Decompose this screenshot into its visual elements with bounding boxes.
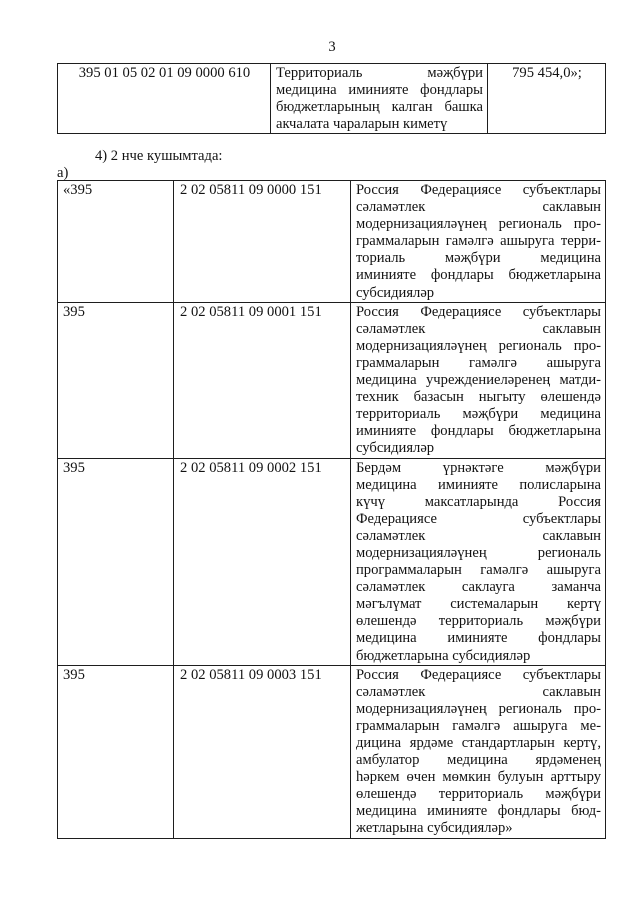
text-line: сәламәтлек саклавын	[356, 527, 601, 544]
text-line: ториаль мәҗбүри медицина	[356, 250, 601, 267]
text-line: медицина иминияте полисларына	[356, 476, 601, 493]
table-row	[58, 458, 606, 665]
text-line: амбулатор медицина ярдәменең	[356, 752, 601, 769]
revenue-name-cell	[351, 181, 606, 303]
text-line: өлешендә территориаль мәҗбүри	[356, 786, 601, 803]
amount-value: 795 454,0»;	[512, 65, 582, 81]
text-line: бюджетларының калган башка	[276, 99, 483, 116]
text-line: Россия Федерациясе субъектлары	[356, 303, 601, 320]
text-line: акчалата чараларын киметү	[276, 116, 448, 133]
text-line: өлешендә территориаль мәҗбүри	[356, 613, 601, 630]
text-line: Россия Федерациясе субъектлары	[356, 666, 601, 683]
text-line: программаларын гамәлгә ашыруга	[356, 562, 601, 579]
administrator-code: 395	[63, 666, 85, 683]
budget-code-cell	[58, 64, 271, 134]
table-row	[58, 665, 606, 838]
text-line: жетларына субсидияләр»	[356, 820, 513, 837]
text-line: техник базасын ныгыту өлешендә	[356, 389, 601, 406]
text-line: медицина учреждениеләренең матди-	[356, 372, 601, 389]
table-body	[58, 181, 606, 839]
text-line: модернизацияләүнең региональ	[356, 544, 601, 561]
budget-lines-table	[57, 63, 606, 134]
table-row	[58, 64, 606, 134]
administrator-code-cell	[58, 181, 174, 303]
text-line: модернизацияләүнең региональ про-	[356, 216, 601, 233]
administrator-code: 395	[63, 459, 85, 476]
administrator-code-cell	[58, 665, 174, 838]
text-line: граммаларын гамәлгә ашыруга ме-	[356, 717, 601, 734]
text-line: медицина иминияте фондлары	[276, 82, 483, 99]
text-line: иминияте фондлары бюджетларына	[356, 423, 601, 440]
text-line: медицина иминияте фондлары бюд-	[356, 803, 601, 820]
text-line: сәламәтлек саклавын	[356, 683, 601, 700]
revenue-code: 2 02 05811 09 0003 151	[180, 666, 322, 683]
text-line: Федерациясе субъектлары	[356, 510, 601, 527]
text-line: субсидияләр	[356, 440, 435, 457]
revenue-name-cell	[351, 665, 606, 838]
text-line: Территориаль мәҗбүри	[276, 65, 483, 81]
revenue-code: 2 02 05811 09 0002 151	[180, 459, 322, 476]
revenue-name-cell	[351, 458, 606, 665]
section-heading: 4) 2 нче кушымтада:	[95, 148, 223, 164]
revenue-codes-table	[57, 180, 606, 839]
text-line: һәркем өчен мөмкин булуын арттыру	[356, 769, 601, 786]
administrator-code: 395	[63, 303, 85, 320]
text-line: граммаларын гамәлгә ашыруга терри-	[356, 233, 601, 250]
revenue-code-cell	[174, 302, 351, 458]
revenue-code: 2 02 05811 09 0000 151	[180, 182, 322, 198]
administrator-code-cell	[58, 458, 174, 665]
amount-cell	[488, 64, 606, 134]
revenue-code-cell	[174, 665, 351, 838]
revenue-code-cell	[174, 458, 351, 665]
text-line: территориаль мәҗбүри медицина	[356, 406, 601, 423]
administrator-code-cell	[58, 302, 174, 458]
text-line: Бердәм үрнәктәге мәҗбүри	[356, 459, 601, 476]
text-line: модернизацияләүнең региональ про-	[356, 337, 601, 354]
text-line: дицина ярдәме стандартларын кертү,	[356, 735, 601, 751]
text-line: Россия Федерациясе субъектлары	[356, 182, 601, 198]
text-line: сәламәтлек саклавын	[356, 199, 601, 216]
text-line: сәламәтлек саклауга заманча	[356, 579, 601, 596]
text-line: модернизацияләүнең региональ про-	[356, 700, 601, 717]
text-line: бюджетларына субсидияләр	[356, 647, 531, 664]
text-line: субсидияләр	[356, 284, 435, 301]
table-body	[58, 64, 606, 134]
text-line: граммаларын гамәлгә ашыруга	[356, 354, 601, 371]
administrator-code: «395	[63, 182, 93, 198]
revenue-name-cell	[351, 302, 606, 458]
text-line: сәламәтлек саклавын	[356, 320, 601, 337]
text-line: күчү максатларында Россия	[356, 493, 601, 510]
text-line: медицина иминияте фондлары	[356, 630, 601, 647]
table-row	[58, 302, 606, 458]
budget-code: 395 01 05 02 01 09 0000 610	[78, 65, 251, 81]
subsection-label: а)	[57, 165, 69, 181]
page-number: 3	[328, 39, 336, 55]
revenue-code-cell	[174, 181, 351, 303]
expense-name-cell	[271, 64, 488, 134]
table-row	[58, 181, 606, 303]
text-line: мәгълүмат системаларын кертү	[356, 596, 601, 613]
revenue-code: 2 02 05811 09 0001 151	[180, 303, 322, 320]
text-line: иминияте фондлары бюджетларына	[356, 267, 601, 284]
